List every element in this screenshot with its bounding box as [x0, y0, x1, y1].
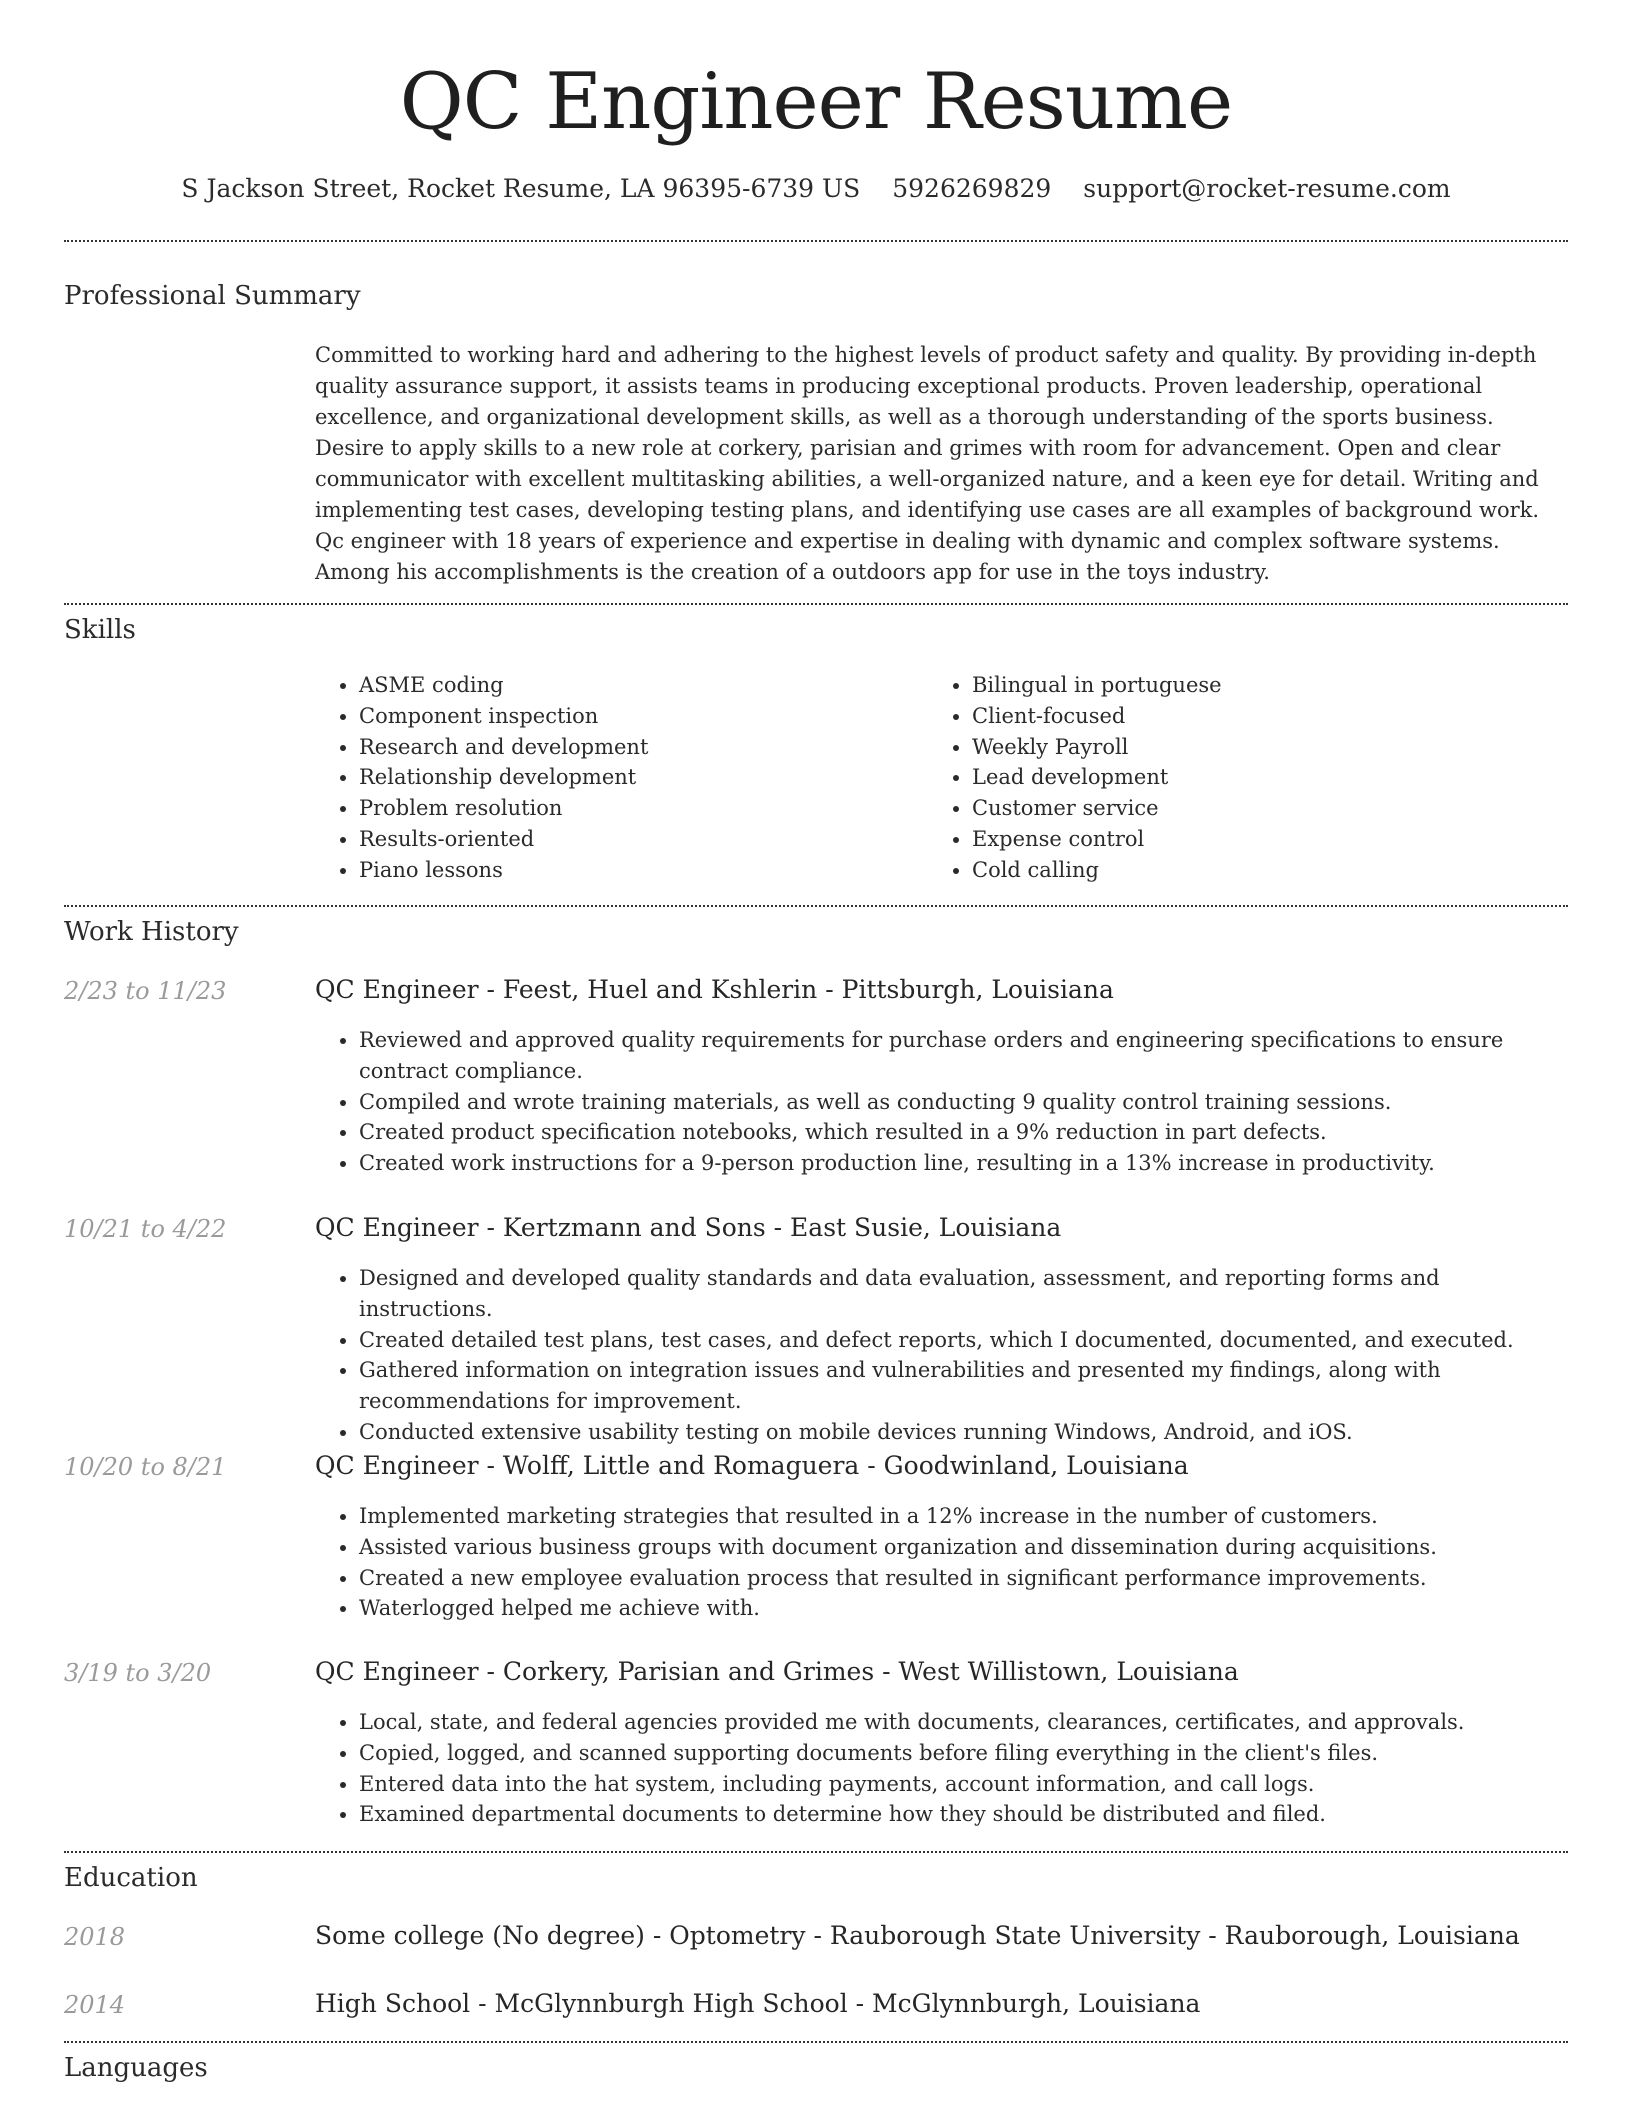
job-bullet: • Waterlogged helped me achieve with. — [359, 1593, 1568, 1624]
job-bullet: • Designed and developed quality standards and data evaluation, assessment, and reporting forms and instructions. — [359, 1263, 1568, 1325]
job-title: QC Engineer - Kertzmann and Sons - East Susie, Louisiana — [315, 1213, 1062, 1242]
skill-item: • ASME coding — [359, 670, 875, 701]
job-dates: 10/21 to 4/22 — [64, 1215, 227, 1243]
divider — [64, 603, 1568, 605]
skill-item: • Problem resolution — [359, 793, 875, 824]
job-bullet: • Compiled and wrote training materials, as well as conducting 9 quality control training sessions. — [359, 1087, 1568, 1118]
job-bullet: • Entered data into the hat system, including payments, account information, and call logs. — [359, 1769, 1568, 1800]
skill-item: • Bilingual in portuguese — [972, 670, 1488, 701]
job-title: QC Engineer - Wolff, Little and Romaguera - Goodwinland, Louisiana — [315, 1451, 1189, 1480]
education-entry: Some college (No degree) - Optometry - Rauborough State University - Rauborough, Louisiana — [315, 1921, 1520, 1950]
summary-text: Committed to working hard and adhering to the highest levels of product safety and quality. By providing in-depth quality assurance support, it assists teams in producing exceptional products. Proven leadership, operational excellence, and organizational development skills, as well as a thorough understanding of the sports business. Desire to apply skills to a new role at corkery, parisian and grimes with room for advancement. Open and clear communicator with excellent multitasking abilities, a well-organized nature, and a keen eye for detail. Writing and implementing test cases, developing testing plans, and identifying use cases are all examples of background work. Qc engineer with 18 years of experience and expertise in dealing with dynamic and complex software systems. Among his accomplishments is the creation of a outdoors app for use in the toys industry. — [315, 343, 1540, 584]
skill-item: • Weekly Payroll — [972, 732, 1488, 763]
job-dates: 2/23 to 11/23 — [64, 977, 227, 1005]
skill-item: • Results-oriented — [359, 824, 875, 855]
divider — [64, 905, 1568, 907]
job-bullet: • Created product specification notebooks, which resulted in a 9% reduction in part defects. — [359, 1117, 1568, 1148]
address: S Jackson Street, Rocket Resume, LA 96395-6739 US — [181, 174, 861, 203]
job-bullet: • Implemented marketing strategies that resulted in a 12% increase in the number of customers. — [359, 1501, 1568, 1532]
skill-item: • Research and development — [359, 732, 875, 763]
summary-heading: Professional Summary — [64, 281, 361, 311]
education-entry: High School - McGlynnburgh High School - McGlynnburgh, Louisiana — [315, 1989, 1201, 2018]
job-bullet: • Conducted extensive usability testing on mobile devices running Windows, Android, and iOS. — [359, 1417, 1568, 1448]
skill-item: • Client-focused — [972, 701, 1488, 732]
resume-header — [0, 0, 1632, 203]
skills-column-left — [315, 670, 875, 886]
job-bullet: • Created a new employee evaluation process that resulted in significant performance improvements. — [359, 1563, 1568, 1594]
job-dates: 10/20 to 8/21 — [64, 1453, 227, 1481]
languages-heading: Languages — [64, 2053, 208, 2083]
job-bullets — [315, 1025, 1568, 1179]
skills-column-right — [928, 670, 1488, 886]
skill-item: • Component inspection — [359, 701, 875, 732]
skill-item: • Relationship development — [359, 762, 875, 793]
phone: 5926269829 — [892, 174, 1052, 203]
job-bullet: • Examined departmental documents to determine how they should be distributed and filed. — [359, 1799, 1568, 1830]
job-bullet: • Created work instructions for a 9-person production line, resulting in a 13% increase in productivity. — [359, 1148, 1568, 1179]
job-dates: 3/19 to 3/20 — [64, 1659, 212, 1687]
job-bullets — [315, 1263, 1568, 1448]
job-bullet: • Created detailed test plans, test cases, and defect reports, which I documented, documented, and executed. — [359, 1325, 1568, 1356]
skill-item: • Cold calling — [972, 855, 1488, 886]
skill-item: • Expense control — [972, 824, 1488, 855]
job-bullet: • Copied, logged, and scanned supporting documents before filing everything in the client's files. — [359, 1738, 1568, 1769]
job-bullet: • Assisted various business groups with document organization and dissemination during acquisitions. — [359, 1532, 1568, 1563]
skill-item: • Lead development — [972, 762, 1488, 793]
job-title: QC Engineer - Corkery, Parisian and Grimes - West Willistown, Louisiana — [315, 1657, 1239, 1686]
skill-item: • Piano lessons — [359, 855, 875, 886]
divider — [64, 240, 1568, 242]
job-bullets — [315, 1501, 1568, 1624]
education-year: 2018 — [64, 1923, 126, 1951]
education-year: 2014 — [64, 1991, 126, 2019]
job-bullet: • Local, state, and federal agencies provided me with documents, clearances, certificates, and approvals. — [359, 1707, 1568, 1738]
skills-heading: Skills — [64, 615, 136, 645]
skill-item: • Customer service — [972, 793, 1488, 824]
work-history-heading: Work History — [64, 917, 239, 947]
education-heading: Education — [64, 1863, 198, 1893]
resume-title: QC Engineer Resume — [399, 57, 1233, 147]
divider — [64, 2041, 1568, 2043]
contact-line — [0, 174, 1632, 203]
job-bullets — [315, 1707, 1568, 1830]
divider — [64, 1851, 1568, 1853]
email: support@rocket-resume.com — [1083, 174, 1451, 203]
job-title: QC Engineer - Feest, Huel and Kshlerin - Pittsburgh, Louisiana — [315, 975, 1114, 1004]
job-bullet: • Gathered information on integration issues and vulnerabilities and presented my findings, along with recommendations for improvement. — [359, 1355, 1568, 1417]
job-bullet: • Reviewed and approved quality requirements for purchase orders and engineering specifications to ensure contract compliance. — [359, 1025, 1568, 1087]
